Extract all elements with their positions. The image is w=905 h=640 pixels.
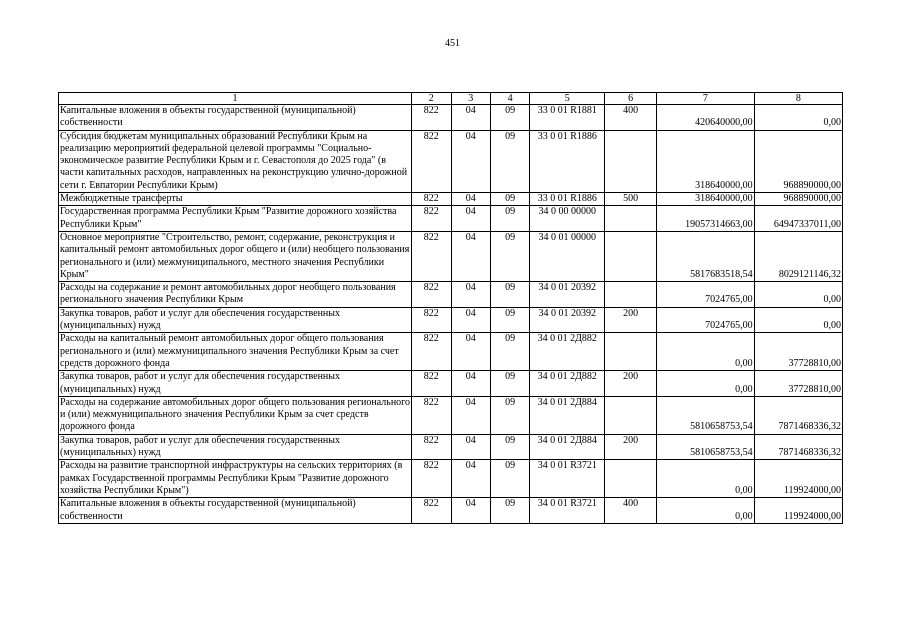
- expense-type-cell: 200: [605, 371, 657, 397]
- amount-year1-cell: 0,00: [657, 333, 755, 371]
- table-row: [59, 333, 843, 371]
- amount-year2-cell: 968890000,00: [754, 130, 842, 192]
- admin-code-cell: 822: [412, 307, 451, 333]
- target-article-cell: 33 0 01 R1881: [530, 105, 605, 131]
- amount-year2-cell: 0,00: [754, 307, 842, 333]
- expense-type-cell: [605, 333, 657, 371]
- item-name-cell: Субсидия бюджетам муниципальных образований Республики Крым на реализацию мероприятий федеральной целевой программы "Социально-экономическое развитие Республики Крым и г. Севастополя до 2025 года" (в части капитальных расходов, направленных на реконструкцию улично-дорожной сети г. Евпатории Республики Крым): [59, 130, 412, 192]
- item-name-cell: Расходы на развитие транспортной инфраструктуры на сельских территориях (в рамках Государственной программы Республики Крым "Развитие дорожного хозяйства Республики Крым"): [59, 460, 412, 498]
- expense-type-cell: 200: [605, 434, 657, 460]
- expense-type-cell: 500: [605, 193, 657, 206]
- item-name-cell: Капитальные вложения в объекты государственной (муниципальной) собственности: [59, 105, 412, 131]
- item-name-cell: Государственная программа Республики Крым "Развитие дорожного хозяйства Республики Крым": [59, 206, 412, 232]
- header-cell: 2: [412, 93, 451, 105]
- amount-year1-cell: 318640000,00: [657, 193, 755, 206]
- section-cell: 04: [451, 371, 490, 397]
- table-row: [59, 206, 843, 232]
- admin-code-cell: 822: [412, 193, 451, 206]
- item-name-cell: Основное мероприятие "Строительство, ремонт, содержание, реконструкция и капитальный ремонт автомобильных дорог общего и (или) необщего пользования регионального и (или) межмуниципального, местного значения Республики Крым": [59, 231, 412, 281]
- section-cell: 04: [451, 307, 490, 333]
- amount-year1-cell: 0,00: [657, 498, 755, 524]
- target-article-cell: 34 0 01 2Д882: [530, 333, 605, 371]
- item-name-cell: Закупка товаров, работ и услуг для обеспечения государственных (муниципальных) нужд: [59, 434, 412, 460]
- target-article-cell: 34 0 01 00000: [530, 231, 605, 281]
- amount-year1-cell: 7024765,00: [657, 307, 755, 333]
- item-name-cell: Закупка товаров, работ и услуг для обеспечения государственных (муниципальных) нужд: [59, 307, 412, 333]
- amount-year1-cell: 5810658753,54: [657, 434, 755, 460]
- expense-type-cell: [605, 282, 657, 308]
- admin-code-cell: 822: [412, 371, 451, 397]
- item-name-cell: Расходы на содержание и ремонт автомобильных дорог необщего пользования регионального значения Республики Крым: [59, 282, 412, 308]
- subsection-cell: 09: [490, 130, 529, 192]
- section-cell: 04: [451, 206, 490, 232]
- table-row: [59, 434, 843, 460]
- subsection-cell: 09: [490, 498, 529, 524]
- header-cell: 5: [530, 93, 605, 105]
- table-body: [59, 105, 843, 524]
- admin-code-cell: 822: [412, 498, 451, 524]
- amount-year2-cell: 0,00: [754, 282, 842, 308]
- target-article-cell: 34 0 01 20392: [530, 307, 605, 333]
- admin-code-cell: 822: [412, 105, 451, 131]
- amount-year1-cell: 420640000,00: [657, 105, 755, 131]
- table-row: [59, 460, 843, 498]
- subsection-cell: 09: [490, 231, 529, 281]
- target-article-cell: 33 0 01 R1886: [530, 130, 605, 192]
- table-row: [59, 231, 843, 281]
- target-article-cell: 34 0 01 R3721: [530, 498, 605, 524]
- section-cell: 04: [451, 498, 490, 524]
- expense-type-cell: [605, 206, 657, 232]
- header-cell: 4: [490, 93, 529, 105]
- table-row: [59, 193, 843, 206]
- table-row: [59, 105, 843, 131]
- table-row: [59, 498, 843, 524]
- table-row: [59, 371, 843, 397]
- header-cell: 1: [59, 93, 412, 105]
- amount-year2-cell: 8029121146,32: [754, 231, 842, 281]
- amount-year1-cell: 5810658753,54: [657, 396, 755, 434]
- amount-year1-cell: 0,00: [657, 371, 755, 397]
- expense-type-cell: [605, 460, 657, 498]
- expense-type-cell: [605, 130, 657, 192]
- subsection-cell: 09: [490, 206, 529, 232]
- amount-year2-cell: 64947337011,00: [754, 206, 842, 232]
- section-cell: 04: [451, 193, 490, 206]
- amount-year2-cell: 119924000,00: [754, 460, 842, 498]
- header-cell: 8: [754, 93, 842, 105]
- admin-code-cell: 822: [412, 206, 451, 232]
- subsection-cell: 09: [490, 371, 529, 397]
- subsection-cell: 09: [490, 307, 529, 333]
- amount-year1-cell: 19057314663,00: [657, 206, 755, 232]
- amount-year1-cell: 0,00: [657, 460, 755, 498]
- section-cell: 04: [451, 282, 490, 308]
- target-article-cell: 34 0 01 R3721: [530, 460, 605, 498]
- target-article-cell: 33 0 01 R1886: [530, 193, 605, 206]
- item-name-cell: Межбюджетные трансферты: [59, 193, 412, 206]
- expense-type-cell: [605, 231, 657, 281]
- table-row: [59, 307, 843, 333]
- expense-type-cell: 400: [605, 498, 657, 524]
- amount-year2-cell: 968890000,00: [754, 193, 842, 206]
- admin-code-cell: 822: [412, 460, 451, 498]
- subsection-cell: 09: [490, 434, 529, 460]
- amount-year2-cell: 37728810,00: [754, 333, 842, 371]
- target-article-cell: 34 0 01 2Д884: [530, 434, 605, 460]
- table-row: [59, 282, 843, 308]
- expense-type-cell: [605, 396, 657, 434]
- section-cell: 04: [451, 105, 490, 131]
- section-cell: 04: [451, 231, 490, 281]
- target-article-cell: 34 0 01 2Д882: [530, 371, 605, 397]
- section-cell: 04: [451, 333, 490, 371]
- section-cell: 04: [451, 460, 490, 498]
- admin-code-cell: 822: [412, 434, 451, 460]
- table-row: [59, 396, 843, 434]
- expense-type-cell: 400: [605, 105, 657, 131]
- item-name-cell: Закупка товаров, работ и услуг для обеспечения государственных (муниципальных) нужд: [59, 371, 412, 397]
- header-cell: 3: [451, 93, 490, 105]
- budget-table: [58, 92, 843, 524]
- amount-year1-cell: 7024765,00: [657, 282, 755, 308]
- subsection-cell: 09: [490, 333, 529, 371]
- item-name-cell: Расходы на содержание автомобильных дорог общего пользования регионального и (или) межмуниципального значения Республики Крым за счет средств дорожного фонда: [60, 396, 411, 433]
- amount-year1-cell: 5817683518,54: [657, 231, 755, 281]
- subsection-cell: 09: [490, 460, 529, 498]
- admin-code-cell: 822: [412, 130, 451, 192]
- admin-code-cell: 822: [412, 282, 451, 308]
- subsection-cell: 09: [490, 282, 529, 308]
- table-row: [59, 130, 843, 192]
- page-number: 451: [445, 38, 460, 49]
- subsection-cell: 09: [490, 396, 529, 434]
- item-name-cell: Капитальные вложения в объекты государственной (муниципальной) собственности: [59, 498, 412, 524]
- section-cell: 04: [451, 396, 490, 434]
- amount-year2-cell: 0,00: [754, 105, 842, 131]
- amount-year2-cell: 37728810,00: [754, 371, 842, 397]
- target-article-cell: 34 0 01 2Д884: [530, 396, 605, 434]
- amount-year2-cell: 119924000,00: [754, 498, 842, 524]
- header-cell: 6: [605, 93, 657, 105]
- target-article-cell: 34 0 00 00000: [530, 206, 605, 232]
- subsection-cell: 09: [490, 193, 529, 206]
- header-row: [59, 93, 843, 105]
- admin-code-cell: 822: [412, 396, 451, 434]
- header-cell: 7: [657, 93, 755, 105]
- admin-code-cell: 822: [412, 231, 451, 281]
- amount-year2-cell: 7871468336,32: [754, 434, 842, 460]
- subsection-cell: 09: [490, 105, 529, 131]
- target-article-cell: 34 0 01 20392: [530, 282, 605, 308]
- amount-year2-cell: 7871468336,32: [754, 396, 842, 434]
- admin-code-cell: 822: [412, 333, 451, 371]
- amount-year1-cell: 318640000,00: [657, 130, 755, 192]
- section-cell: 04: [451, 130, 490, 192]
- section-cell: 04: [451, 434, 490, 460]
- expense-type-cell: 200: [605, 307, 657, 333]
- item-name-cell: Расходы на капитальный ремонт автомобильных дорог общего пользования регионального и (или) межмуниципального значения Республики Крым за счет средств дорожного фонда: [59, 333, 412, 371]
